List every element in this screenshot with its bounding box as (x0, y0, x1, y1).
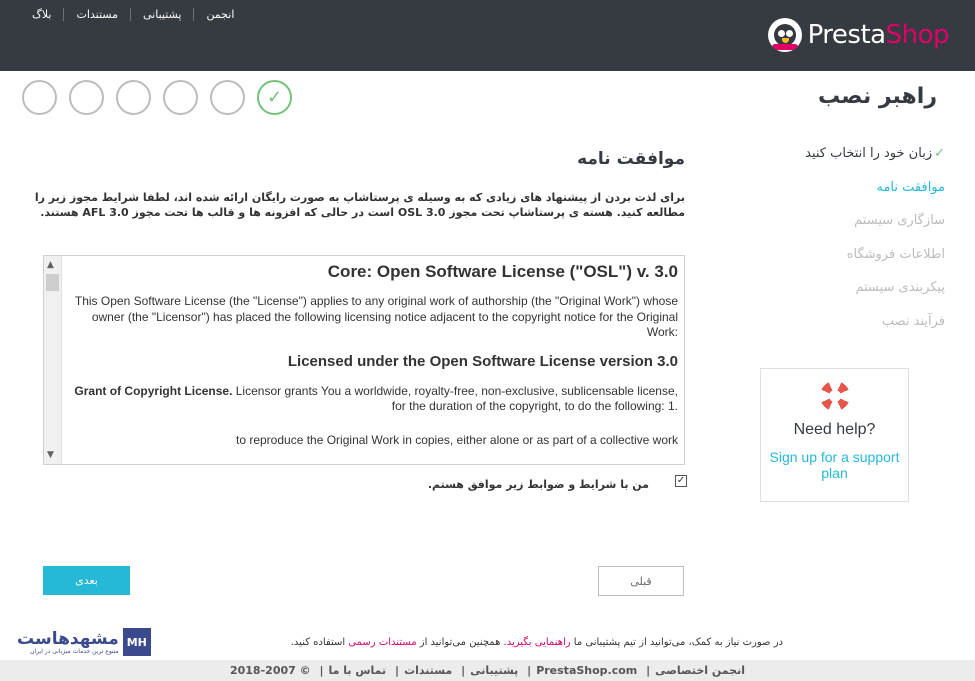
help-title: Need help? (793, 421, 876, 438)
watermark-logo (17, 628, 151, 656)
license-scrollbar[interactable] (44, 256, 62, 464)
step-circle-2 (210, 80, 245, 115)
next-button[interactable]: بعدی (43, 566, 130, 595)
scroll-down-icon[interactable]: ▼ (47, 450, 54, 460)
license-grant: Grant of Copyright License. Licensor grants You a worldwide, royalty-free, non-exclusive, sublicensable license, for the duration of the copyright, to do the following: 1. (74, 383, 678, 413)
docs-link[interactable]: مستندات رسمی (348, 637, 417, 648)
puffin-icon (768, 18, 802, 52)
installer-sidebar (785, 144, 945, 345)
license-content (68, 256, 678, 448)
top-header (0, 0, 975, 71)
lifebuoy-icon (820, 381, 850, 411)
sidebar-item-compatibility: سازگاری سیستم (854, 213, 945, 228)
sidebar-item-install: فرآیند نصب (881, 313, 945, 329)
step-circle-1-check-icon: ✓ (257, 80, 292, 115)
logo-text: PrestaShop (807, 20, 949, 50)
step-circle-5 (69, 80, 104, 115)
installer-title: راهبر نصب (817, 84, 937, 109)
help-box (760, 368, 909, 502)
page-footer: انجمن اختصاصی| PrestaShop.com| پشتیبانی| مستندات| تماس با ما| © 2007-2018 (0, 660, 975, 681)
header-links (20, 8, 246, 21)
license-item-a: to reproduce the Original Work in copies, either alone or as part of a collective work (236, 432, 678, 447)
header-link-blog[interactable]: بلاگ (32, 8, 52, 21)
sidebar-item-system-config: پیکربندی سیستم (855, 280, 945, 295)
agree-row (428, 470, 687, 491)
license-textbox[interactable] (43, 255, 685, 465)
step-circle-6 (22, 80, 57, 115)
footer-link-contact[interactable]: تماس با ما (328, 664, 387, 677)
watermark-icon: MH (123, 628, 151, 656)
sidebar-item-store-info: اطلاعات فروشگاه (846, 246, 945, 262)
scroll-up-icon[interactable]: ▲ (47, 260, 54, 270)
step-circle-3 (163, 80, 198, 115)
support-plan-link[interactable]: Sign up for a support plan (769, 449, 900, 481)
license-heading: Core: Open Software License ("OSL") v. 3.0 (327, 262, 678, 281)
scroll-thumb[interactable] (46, 274, 59, 291)
progress-steps (22, 80, 292, 115)
footer-link-forum[interactable]: انجمن اختصاصی (655, 664, 746, 677)
footer-link-docs[interactable]: مستندات (404, 664, 453, 677)
header-link-docs[interactable]: مستندات (63, 8, 130, 21)
footer-link-prestashop[interactable]: PrestaShop.com (536, 664, 638, 677)
prestashop-logo[interactable] (768, 18, 949, 52)
support-link[interactable]: راهنمایی بگیرید (506, 637, 571, 648)
check-icon: ✓ (934, 146, 945, 161)
footer-copyright: © 2007-2018 (229, 664, 311, 677)
step-circle-4 (116, 80, 151, 115)
agree-label[interactable]: من با شرایط و ضوابط زیر موافق هستم. (427, 478, 649, 491)
watermark-tagline: متنوع ترین خدمات میزبانی در ایران (30, 647, 119, 655)
license-subheading: Licensed under the Open Software License version 3.0 (287, 352, 678, 370)
header-link-support[interactable]: پشتیبانی (130, 8, 193, 21)
sidebar-item-language[interactable]: ✓زبان خود را انتخاب کنید (805, 146, 945, 161)
help-footnote: در صورت نیاز به کمک، می‌توانید از تیم پشتیبانی ما راهنمایی بگیرید. همچنین می‌توانید از مستندات رسمی استفاده کنید. (290, 637, 783, 648)
watermark-name: مشهدهاست (17, 628, 119, 649)
previous-button[interactable]: قبلی (598, 566, 684, 596)
intro-text: برای لذت بردن از پیشنهاد های زیادی که به وسیله ی پرستاشاپ به صورت رایگان ارائه شده اند، لطفا شرایط مجوز زیر را مطالعه کنید. هسته ی پرستاشاپ تحت مجوز OSL 3.0 است در حالی که افزونه ها و قالب ها تحت مجوز AFL 3.0 هستند. (34, 191, 685, 219)
footer-link-support[interactable]: پشتیبانی (470, 664, 519, 677)
header-link-forum[interactable]: انجمن (193, 8, 246, 21)
section-title: موافقت نامه (577, 149, 685, 169)
license-paragraph: This Open Software License (the "License") applies to any original work of authorship (the "Original Work") whose owner (the "Licensor") has placed the following licensing notice adjacent to the copyright notice for the Original Work: (74, 294, 678, 339)
agree-checkbox[interactable]: ✓ (676, 475, 686, 486)
sidebar-item-agreement[interactable]: موافقت نامه (876, 179, 945, 195)
